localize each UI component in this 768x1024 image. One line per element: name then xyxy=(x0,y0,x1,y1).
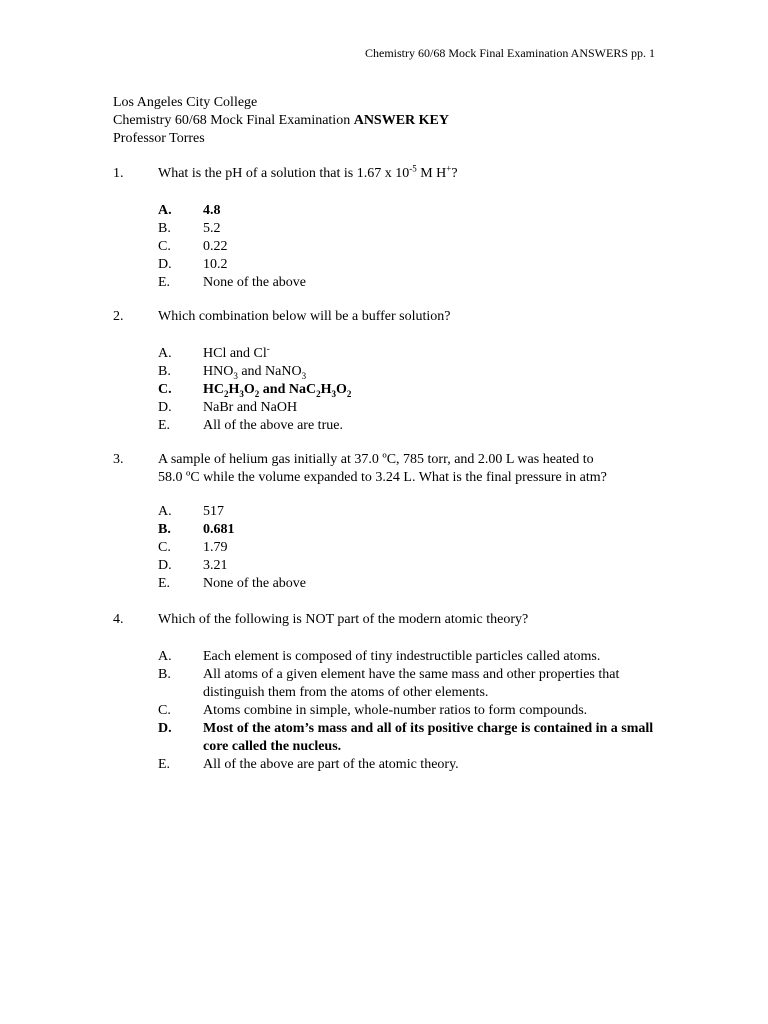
formula-subscript: 3 xyxy=(331,388,336,399)
formula-part: H xyxy=(320,382,332,397)
option-letter: E. xyxy=(158,418,171,433)
option-text xyxy=(203,381,658,399)
option-letter: B. xyxy=(158,364,171,379)
question-2-prompt xyxy=(113,308,658,326)
exam-title xyxy=(113,112,449,130)
q1-text-part: M H xyxy=(416,166,447,181)
question-4-prompt xyxy=(113,611,658,629)
option-c-correct xyxy=(158,381,658,399)
option-text: 10.2 xyxy=(203,257,228,272)
option-text: 517 xyxy=(203,504,224,519)
question-2 xyxy=(113,308,658,435)
option-letter: C. xyxy=(158,540,171,555)
question-3-prompt xyxy=(113,451,658,487)
option-text: Most of the atom’s mass and all of its positive charge is contained in a small core called the nucleus. xyxy=(203,721,654,754)
option-text: 0.22 xyxy=(203,239,228,254)
option-text xyxy=(203,345,658,363)
answer-options xyxy=(158,503,658,593)
question-number: 3. xyxy=(113,452,124,467)
answer-options xyxy=(158,648,658,774)
option-b xyxy=(158,363,658,381)
option-letter: B. xyxy=(158,221,171,236)
option-b xyxy=(158,666,658,702)
option-text: None of the above xyxy=(203,275,307,290)
option-text: 4.8 xyxy=(203,203,221,218)
option-b xyxy=(158,220,658,238)
option-letter: E. xyxy=(158,576,171,591)
option-letter: B. xyxy=(158,667,171,682)
formula-part: and NaC xyxy=(259,382,317,397)
question-4 xyxy=(113,611,658,774)
formula-part: and NaNO xyxy=(237,364,302,379)
question-1-prompt xyxy=(113,165,658,183)
professor-name: Professor Torres xyxy=(113,131,205,146)
question-1 xyxy=(113,165,658,292)
question-text: Which combination below will be a buffer solution? xyxy=(158,309,451,324)
option-letter: A. xyxy=(158,504,172,519)
formula-subscript: 2 xyxy=(346,388,352,399)
running-head: Chemistry 60/68 Mock Final Examination ANSWERS pp. 1 xyxy=(365,46,655,60)
option-letter: A. xyxy=(158,203,172,218)
question-text-line: 58.0 ºC while the volume expanded to 3.24 L. What is the final pressure in atm? xyxy=(158,470,607,485)
option-letter: C. xyxy=(158,382,172,397)
formula-subscript: 3 xyxy=(233,370,238,381)
formula-part: HCl and Cl xyxy=(203,346,267,361)
question-number: 4. xyxy=(113,612,124,627)
option-letter: D. xyxy=(158,400,172,415)
option-letter: A. xyxy=(158,649,172,664)
question-text-line: A sample of helium gas initially at 37.0 ºC, 785 torr, and 2.00 L was heated to xyxy=(158,452,594,467)
formula-part: HC xyxy=(203,382,224,397)
option-text: 3.21 xyxy=(203,558,228,573)
option-c xyxy=(158,238,658,256)
answer-options xyxy=(158,202,658,292)
option-text xyxy=(203,363,658,381)
college-name: Los Angeles City College xyxy=(113,95,258,110)
exam-title-prefix: Chemistry 60/68 Mock Final Examination xyxy=(113,113,354,128)
formula-part: O xyxy=(243,382,255,397)
question-text xyxy=(158,165,658,183)
formula-subscript: 2 xyxy=(316,388,321,399)
option-e xyxy=(158,575,658,593)
option-d-correct xyxy=(158,720,658,756)
option-letter: A. xyxy=(158,346,172,361)
option-text: None of the above xyxy=(203,576,307,591)
formula-subscript: 3 xyxy=(239,388,244,399)
question-number: 2. xyxy=(113,309,124,324)
option-text: All atoms of a given element have the same mass and other properties that distinguish them from the atoms of other elements. xyxy=(203,667,620,700)
option-d xyxy=(158,557,658,575)
question-text: Which of the following is NOT part of the modern atomic theory? xyxy=(158,612,529,627)
answer-options xyxy=(158,345,658,435)
option-text: 0.681 xyxy=(203,522,235,537)
formula-part: HNO xyxy=(203,364,234,379)
answer-key-label: ANSWER KEY xyxy=(353,113,449,128)
formula-subscript: 2 xyxy=(254,388,260,399)
option-a xyxy=(158,648,658,666)
option-d xyxy=(158,399,658,417)
option-letter: E. xyxy=(158,757,171,772)
option-a-correct xyxy=(158,202,658,220)
option-e xyxy=(158,756,658,774)
question-number: 1. xyxy=(113,166,124,181)
option-a xyxy=(158,503,658,521)
option-text: Atoms combine in simple, whole-number ratios to form compounds. xyxy=(203,703,588,718)
q1-text-part: ? xyxy=(451,166,458,181)
q1-charge: + xyxy=(446,163,452,174)
option-text: Each element is composed of tiny indestructible particles called atoms. xyxy=(203,649,601,664)
question-3 xyxy=(113,451,658,593)
formula-part: O xyxy=(335,382,347,397)
option-letter: B. xyxy=(158,522,171,537)
option-letter: C. xyxy=(158,703,171,718)
option-d xyxy=(158,256,658,274)
formula-subscript: 2 xyxy=(224,388,229,399)
q1-text-part: What is the pH of a solution that is 1.67 x 10 xyxy=(158,166,410,181)
option-letter: C. xyxy=(158,239,171,254)
formula-part: H xyxy=(228,382,240,397)
option-text: All of the above are part of the atomic theory. xyxy=(203,757,459,772)
option-letter: E. xyxy=(158,275,171,290)
formula-subscript: 3 xyxy=(301,370,307,381)
option-letter: D. xyxy=(158,558,172,573)
option-a xyxy=(158,345,658,363)
option-text: All of the above are true. xyxy=(203,418,343,433)
option-b-correct xyxy=(158,521,658,539)
option-e xyxy=(158,417,658,435)
question-text xyxy=(158,451,658,487)
option-c xyxy=(158,539,658,557)
option-e xyxy=(158,274,658,292)
option-text: 5.2 xyxy=(203,221,221,236)
charge-superscript: - xyxy=(266,343,270,354)
option-letter: D. xyxy=(158,721,172,736)
option-c xyxy=(158,702,658,720)
option-text: NaBr and NaOH xyxy=(203,400,298,415)
q1-exponent: -5 xyxy=(409,163,417,174)
option-text: 1.79 xyxy=(203,540,228,555)
document-header xyxy=(113,94,449,148)
option-letter: D. xyxy=(158,257,172,272)
